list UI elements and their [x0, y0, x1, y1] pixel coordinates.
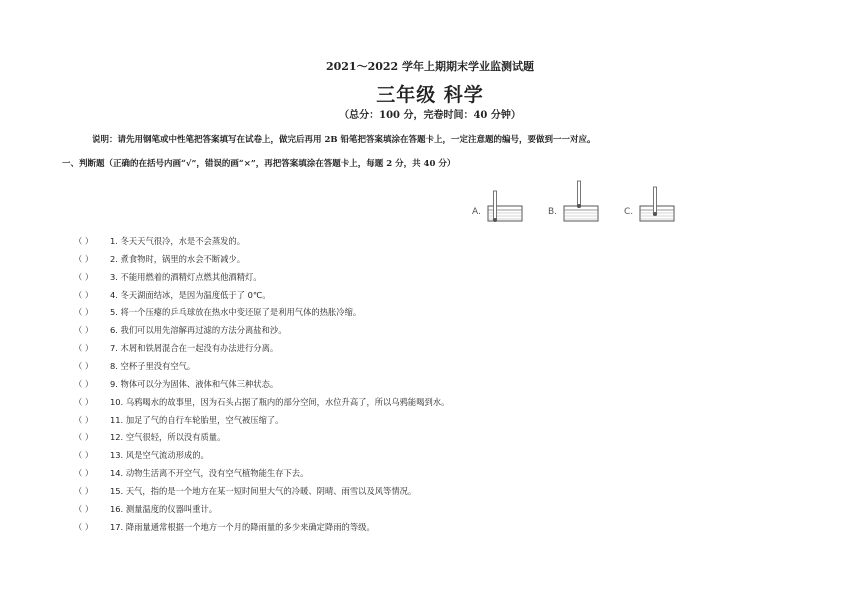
- question-item: [74, 485, 416, 497]
- answer-blank[interactable]: （ ）: [74, 289, 94, 300]
- question-item: [74, 431, 225, 443]
- question-item: [74, 253, 245, 265]
- answer-blank[interactable]: （ ）: [74, 432, 94, 443]
- answer-blank[interactable]: （ ）: [74, 485, 94, 496]
- question-item: [74, 467, 308, 479]
- question-item: [74, 360, 195, 372]
- question-text: 10. 乌鸦喝水的故事里，因为石头占据了瓶内的部分空间，水位升高了，所以乌鸦能喝到水。: [110, 396, 450, 407]
- answer-blank[interactable]: （ ）: [74, 236, 94, 246]
- exam-subject: 三年级 科学: [376, 84, 484, 106]
- question-text: 16. 测量温度的仪器叫重计。: [110, 503, 218, 514]
- figure-label-c: C.: [624, 207, 634, 217]
- answer-blank[interactable]: （ ）: [74, 503, 94, 514]
- question-text: 7. 木屑和铁屑混合在一起没有办法进行分离。: [110, 343, 279, 354]
- question-text: 8. 空杯子里没有空气。: [110, 360, 196, 371]
- thermometer-figure: [468, 175, 696, 227]
- question-text: 15. 天气，指的是一个地方在某一短时间里大气的冷暖、阴晴、雨雪以及风等情况。: [110, 485, 417, 496]
- question-item: [74, 396, 449, 408]
- question-text: 11. 加足了气的自行车轮胎里，空气被压缩了。: [110, 414, 284, 425]
- figure-b: [548, 181, 598, 221]
- question-text: 13. 风是空气流动形成的。: [110, 450, 209, 461]
- instructions: 说明：请先用钢笔或中性笔把答案填写在试卷上，做完后再用 2B 铅笔把答案填涂在答题卡上，一定注意题的编号，要做到一一对应。: [92, 135, 596, 145]
- answer-blank[interactable]: （ ）: [74, 307, 94, 318]
- answer-blank[interactable]: （ ）: [74, 414, 94, 425]
- question-text: 17. 降雨量通常根据一个地方一个月的降雨量的多少来确定降雨的等级。: [110, 521, 375, 532]
- figure-label-a: A.: [472, 207, 481, 217]
- score-line: （总分：100 分，完卷时间：40 分钟）: [339, 110, 521, 121]
- answer-blank[interactable]: （ ）: [74, 378, 94, 389]
- question-item: [74, 378, 278, 390]
- answer-blank[interactable]: （ ）: [74, 325, 94, 336]
- question-item: [74, 271, 262, 283]
- answer-blank[interactable]: （ ）: [74, 468, 94, 479]
- answer-blank[interactable]: （ ）: [74, 271, 94, 282]
- answer-blank[interactable]: （ ）: [74, 360, 94, 371]
- figure-label-b: B.: [548, 207, 558, 217]
- question-text: 5. 将一个压瘪的乒乓球放在热水中变还原了是利用气体的热胀冷缩。: [110, 307, 362, 318]
- question-item: [74, 449, 209, 461]
- answer-blank[interactable]: （ ）: [74, 450, 94, 461]
- answer-blank[interactable]: （ ）: [74, 343, 94, 354]
- answer-blank[interactable]: （ ）: [74, 521, 94, 532]
- question-item: [74, 414, 283, 426]
- question-text: 9. 物体可以分为固体、液体和气体三种状态。: [110, 378, 279, 389]
- figure-c: [624, 187, 674, 221]
- section-heading: 一、判断题（正确的在括号内画“√”，错误的画“×”，再把答案填涂在答题卡上，每题 2 分，共 40 分）: [62, 159, 456, 169]
- answer-blank[interactable]: （ ）: [74, 396, 94, 407]
- question-text: 14. 动物生活离不开空气，没有空气植物能生存下去。: [110, 468, 309, 479]
- question-item: [74, 289, 271, 301]
- question-text: 4. 冬天湖面结冰，是因为温度低于了 0℃。: [110, 289, 271, 300]
- question-item: [74, 342, 278, 354]
- exam-title: 2021～2022 学年上期期末学业监测试题: [325, 60, 535, 73]
- question-item: [74, 521, 375, 533]
- question-text: 2. 煮食物时，锅里的水会不断减少。: [110, 253, 246, 264]
- figure-a: [472, 191, 522, 222]
- question-item: [74, 503, 217, 515]
- question-text: 3. 不能用燃着的酒精灯点燃其他酒精灯。: [110, 271, 262, 282]
- question-item: [74, 324, 287, 336]
- question-item: [74, 235, 245, 247]
- question-text: 1. 冬天天气很冷，水是不会蒸发的。: [110, 236, 246, 246]
- question-text: 6. 我们可以用先溶解再过滤的方法分离盐和沙。: [110, 325, 287, 336]
- question-item: [74, 306, 361, 318]
- question-text: 12. 空气很轻，所以没有质量。: [110, 432, 226, 443]
- answer-blank[interactable]: （ ）: [74, 253, 94, 264]
